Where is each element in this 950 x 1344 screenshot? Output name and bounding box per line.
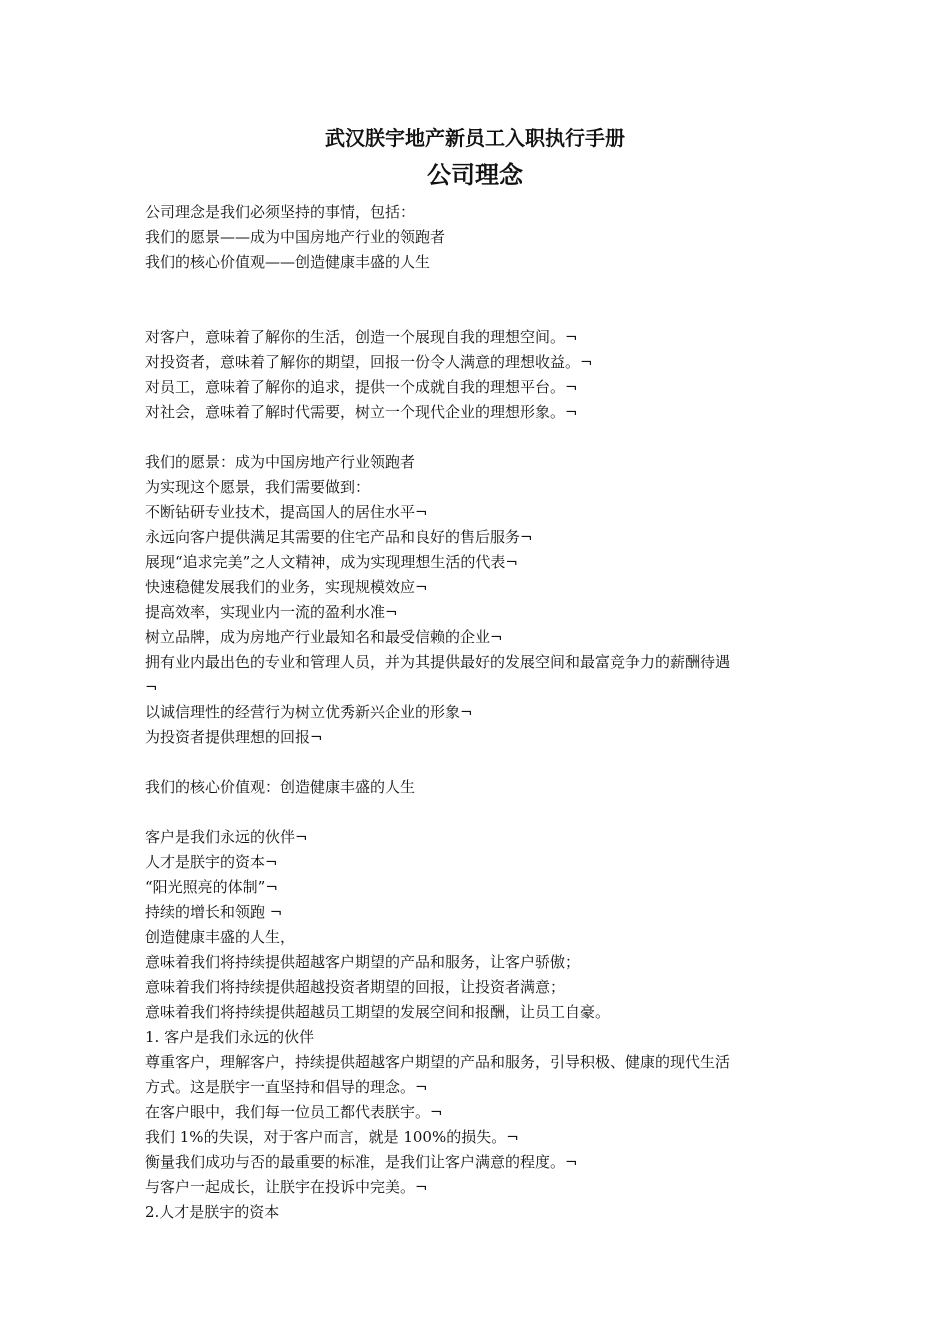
intro-line: 公司理念是我们必须坚持的事情，包括： xyxy=(145,203,416,221)
vision-item-continuation: ¬ xyxy=(145,678,158,696)
vision-item: 不断钻研专业技术，提高国人的居住水平¬ xyxy=(145,503,428,521)
intro-line: 我们的愿景——成为中国房地产行业的领跑者 xyxy=(145,228,446,246)
section1-paragraph-line: 方式。这是朕宇一直坚持和倡导的理念。¬ xyxy=(145,1078,428,1096)
section1-item: 我们 1%的失误，对于客户而言，就是 100%的损失。¬ xyxy=(145,1128,519,1146)
vision-heading: 我们的愿景：成为中国房地产行业领跑者 xyxy=(145,453,416,471)
values-item: 意味着我们将持续提供超越客户期望的产品和服务，让客户骄傲； xyxy=(145,953,581,971)
stakeholder-line: 对员工，意味着了解你的追求，提供一个成就自我的理想平台。¬ xyxy=(145,378,578,396)
section1-paragraph-line: 尊重客户，理解客户，持续提供超越客户期望的产品和服务，引导积极、健康的现代生活 xyxy=(145,1053,731,1071)
vision-item: 拥有业内最出色的专业和管理人员，并为其提供最好的发展空间和最富竞争力的薪酬待遇 xyxy=(145,653,731,671)
spacer xyxy=(145,425,815,450)
stakeholder-line: 对客户，意味着了解你的生活，创造一个展现自我的理想空间。¬ xyxy=(145,328,578,346)
intro-line: 我们的核心价值观——创造健康丰盛的人生 xyxy=(145,253,431,271)
section1-item: 与客户一起成长，让朕宇在投诉中完美。¬ xyxy=(145,1178,428,1196)
spacer xyxy=(145,275,815,325)
values-item: 创造健康丰盛的人生， xyxy=(145,928,296,946)
section1-heading: 1. 客户是我们永远的伙伴 xyxy=(145,1028,315,1046)
vision-lead: 为实现这个愿景，我们需要做到： xyxy=(145,478,371,496)
document-title: 武汉朕宇地产新员工入职执行手册 xyxy=(325,126,625,150)
spacer xyxy=(145,800,815,825)
stakeholder-line: 对投资者，意味着了解你的期望，回报一份令人满意的理想收益。¬ xyxy=(145,353,593,371)
vision-item: 为投资者提供理想的回报¬ xyxy=(145,728,323,746)
values-item: 人才是朕宇的资本¬ xyxy=(145,853,278,871)
values-item: 意味着我们将持续提供超越投资者期望的回报，让投资者满意； xyxy=(145,978,566,996)
vision-item: 树立品牌，成为房地产行业最知名和最受信赖的企业¬ xyxy=(145,628,503,646)
document-subtitle: 公司理念 xyxy=(427,160,523,189)
section1-item: 在客户眼中，我们每一位员工都代表朕宇。¬ xyxy=(145,1103,443,1121)
vision-item: 以诚信理性的经营行为树立优秀新兴企业的形象¬ xyxy=(145,703,473,721)
vision-item: 快速稳健发展我们的业务，实现规模效应¬ xyxy=(145,578,428,596)
values-item: 持续的增长和领跑 ¬ xyxy=(145,903,283,921)
vision-item: 展现“追求完美”之人文精神，成为实现理想生活的代表¬ xyxy=(145,553,518,571)
section1-item: 衡量我们成功与否的最重要的标准，是我们让客户满意的程度。¬ xyxy=(145,1153,578,1171)
spacer xyxy=(145,750,815,775)
values-item: 意味着我们将持续提供超越员工期望的发展空间和报酬，让员工自豪。 xyxy=(145,1003,611,1021)
values-heading: 我们的核心价值观：创造健康丰盛的人生 xyxy=(145,778,416,796)
values-item: 客户是我们永远的伙伴¬ xyxy=(145,828,308,846)
stakeholder-line: 对社会，意味着了解时代需要，树立一个现代企业的理想形象。¬ xyxy=(145,403,578,421)
values-item: “阳光照亮的体制”¬ xyxy=(145,878,278,896)
section2-heading: 2.人才是朕宇的资本 xyxy=(145,1203,280,1221)
vision-item: 提高效率，实现业内一流的盈利水准¬ xyxy=(145,603,398,621)
vision-item: 永远向客户提供满足其需要的住宅产品和良好的售后服务¬ xyxy=(145,528,533,546)
document-body xyxy=(145,200,815,1225)
